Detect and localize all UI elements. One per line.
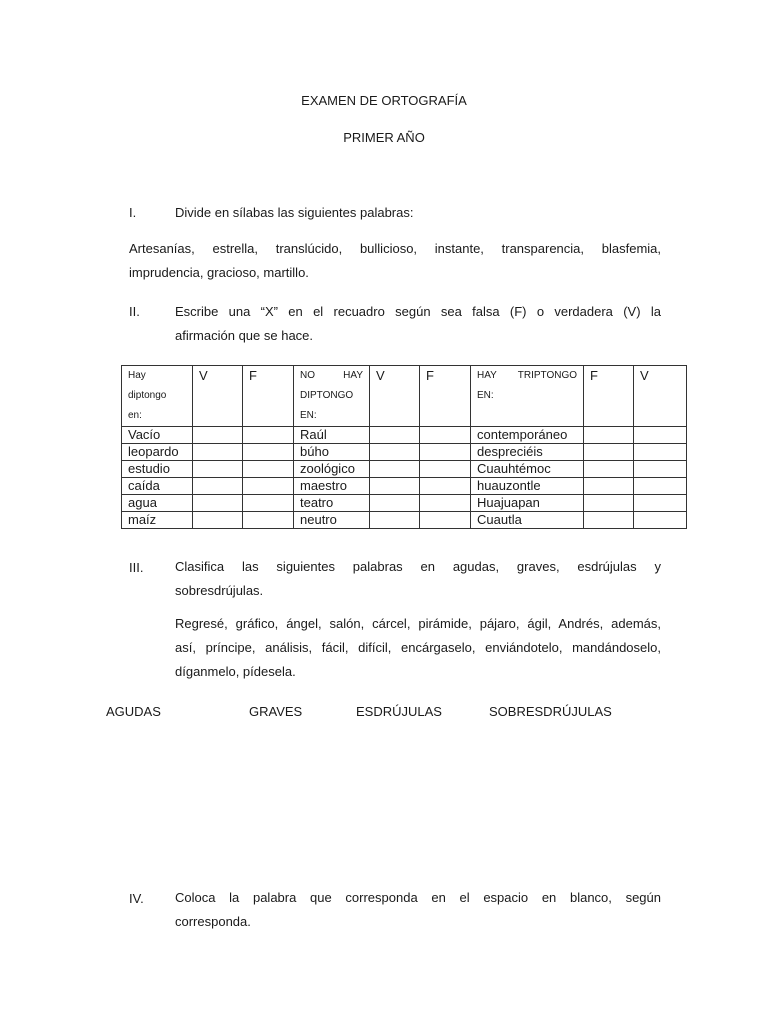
header-text: EN: <box>300 410 317 421</box>
word-cell: Cuauhtémoc <box>471 461 584 478</box>
header-text: DIPTONGO <box>300 390 354 401</box>
header-text: F <box>590 368 598 383</box>
header-text: HAY <box>477 370 497 381</box>
word-cell: Raúl <box>294 427 370 444</box>
answer-cell[interactable] <box>420 495 471 512</box>
word-cell: neutro <box>294 512 370 529</box>
header-text: en: <box>128 410 142 421</box>
answer-cell[interactable] <box>420 444 471 461</box>
section-3-number: III. <box>129 560 144 575</box>
word-cell: despreciéis <box>471 444 584 461</box>
word-cell: estudio <box>122 461 193 478</box>
header-no-hay-diptongo <box>294 366 370 427</box>
section-1-words-line-1: Artesanías, estrella, translúcido, bullicioso, instante, transparencia, blasfemia, <box>129 241 661 256</box>
answer-cell[interactable] <box>193 461 243 478</box>
answer-cell[interactable] <box>370 478 420 495</box>
word-cell: Vacío <box>122 427 193 444</box>
section-3-instruction-line-2: sobresdrújulas. <box>175 583 264 598</box>
answer-cell[interactable] <box>634 461 687 478</box>
section-2-instruction <box>175 300 661 348</box>
word-cell: maestro <box>294 478 370 495</box>
section-1-instruction: Divide en sílabas las siguientes palabras: <box>175 205 414 220</box>
answer-cell[interactable] <box>193 512 243 529</box>
header-text: Hay <box>128 370 146 381</box>
table-row <box>122 461 687 478</box>
section-3-word-list <box>175 612 661 684</box>
word-cell: huauzontle <box>471 478 584 495</box>
section-3-instruction-line-1: Clasifica las siguientes palabras en agudas, graves, esdrújulas y <box>175 559 661 574</box>
header-text: diptongo <box>128 390 167 401</box>
word-cell: Huajuapan <box>471 495 584 512</box>
word-cell: maíz <box>122 512 193 529</box>
header-text: EN: <box>477 390 494 401</box>
answer-cell[interactable] <box>193 444 243 461</box>
header-hay-triptongo <box>471 366 584 427</box>
answer-cell[interactable] <box>370 495 420 512</box>
word-cell: caída <box>122 478 193 495</box>
header-f <box>243 366 294 427</box>
table-row <box>122 512 687 529</box>
section-3-words-line-3: díganmelo, pídesela. <box>175 664 296 679</box>
category-esdrujulas: ESDRÚJULAS <box>356 704 442 719</box>
word-cell: agua <box>122 495 193 512</box>
section-4-number: IV. <box>129 891 144 906</box>
section-1-number: I. <box>129 205 137 220</box>
header-hay-diptongo <box>122 366 193 427</box>
word-cell: Cuautla <box>471 512 584 529</box>
header-text-line <box>477 366 583 386</box>
answer-cell[interactable] <box>584 461 634 478</box>
diphthong-table <box>121 365 687 529</box>
answer-cell[interactable] <box>243 495 294 512</box>
answer-cell[interactable] <box>370 444 420 461</box>
header-text-line <box>300 366 369 386</box>
answer-cell[interactable] <box>420 461 471 478</box>
section-4-instruction-line-2: corresponda. <box>175 914 251 929</box>
answer-cell[interactable] <box>634 427 687 444</box>
answer-cell[interactable] <box>193 427 243 444</box>
word-cell: teatro <box>294 495 370 512</box>
section-2-instruction-line-1: Escribe una “X” en el recuadro según sea falsa (F) o verdadera (V) la <box>175 304 661 319</box>
header-text: F <box>249 368 257 383</box>
answer-cell[interactable] <box>634 512 687 529</box>
header-f <box>420 366 471 427</box>
page-title: EXAMEN DE ORTOGRAFÍA <box>301 93 467 108</box>
answer-cell[interactable] <box>634 444 687 461</box>
answer-cell[interactable] <box>243 512 294 529</box>
section-1-word-list <box>129 237 661 285</box>
answer-cell[interactable] <box>420 427 471 444</box>
table-row <box>122 444 687 461</box>
answer-cell[interactable] <box>584 495 634 512</box>
answer-cell[interactable] <box>370 427 420 444</box>
answer-cell[interactable] <box>370 461 420 478</box>
section-2-instruction-line-2: afirmación que se hace. <box>175 328 314 343</box>
table-row <box>122 495 687 512</box>
word-cell: leopardo <box>122 444 193 461</box>
section-3-words-line-1: Regresé, gráfico, ángel, salón, cárcel, pirámide, pájaro, ágil, Andrés, además, <box>175 616 661 631</box>
answer-cell[interactable] <box>193 495 243 512</box>
table-row <box>122 478 687 495</box>
answer-cell[interactable] <box>634 495 687 512</box>
answer-cell[interactable] <box>420 478 471 495</box>
section-3-instruction <box>175 555 661 603</box>
table-row <box>122 427 687 444</box>
category-graves: GRAVES <box>249 704 303 719</box>
section-2-number: II. <box>129 304 140 319</box>
answer-cell[interactable] <box>243 444 294 461</box>
answer-cell[interactable] <box>420 512 471 529</box>
header-f <box>584 366 634 427</box>
word-cell: contemporáneo <box>471 427 584 444</box>
header-v <box>370 366 420 427</box>
header-text: V <box>199 368 208 383</box>
header-text: V <box>640 368 649 383</box>
header-text: F <box>426 368 434 383</box>
page-subtitle: PRIMER AÑO <box>343 130 425 145</box>
category-agudas: AGUDAS <box>106 704 161 719</box>
answer-cell[interactable] <box>243 461 294 478</box>
header-text: V <box>376 368 385 383</box>
section-4-instruction-line-1: Coloca la palabra que corresponda en el espacio en blanco, según <box>175 890 661 905</box>
answer-cell[interactable] <box>584 444 634 461</box>
answer-cell[interactable] <box>634 478 687 495</box>
header-text: NO <box>300 370 315 381</box>
answer-cell[interactable] <box>243 478 294 495</box>
category-sobresdrujulas: SOBRESDRÚJULAS <box>489 704 612 719</box>
header-v <box>193 366 243 427</box>
section-3-words-line-2: así, príncipe, análisis, fácil, difícil, encárgaselo, enviándotelo, mandándoselo, <box>175 640 661 655</box>
answer-cell[interactable] <box>243 427 294 444</box>
header-v <box>634 366 687 427</box>
section-4-instruction <box>175 886 661 934</box>
header-text: TRIPTONGO <box>517 370 577 381</box>
table-header-row <box>122 366 687 427</box>
answer-cell[interactable] <box>584 512 634 529</box>
answer-cell[interactable] <box>584 478 634 495</box>
section-1-words-line-2: imprudencia, gracioso, martillo. <box>129 265 309 280</box>
word-cell: búho <box>294 444 370 461</box>
answer-cell[interactable] <box>193 478 243 495</box>
header-text: HAY <box>343 370 363 381</box>
word-cell: zoológico <box>294 461 370 478</box>
answer-cell[interactable] <box>584 427 634 444</box>
answer-cell[interactable] <box>370 512 420 529</box>
